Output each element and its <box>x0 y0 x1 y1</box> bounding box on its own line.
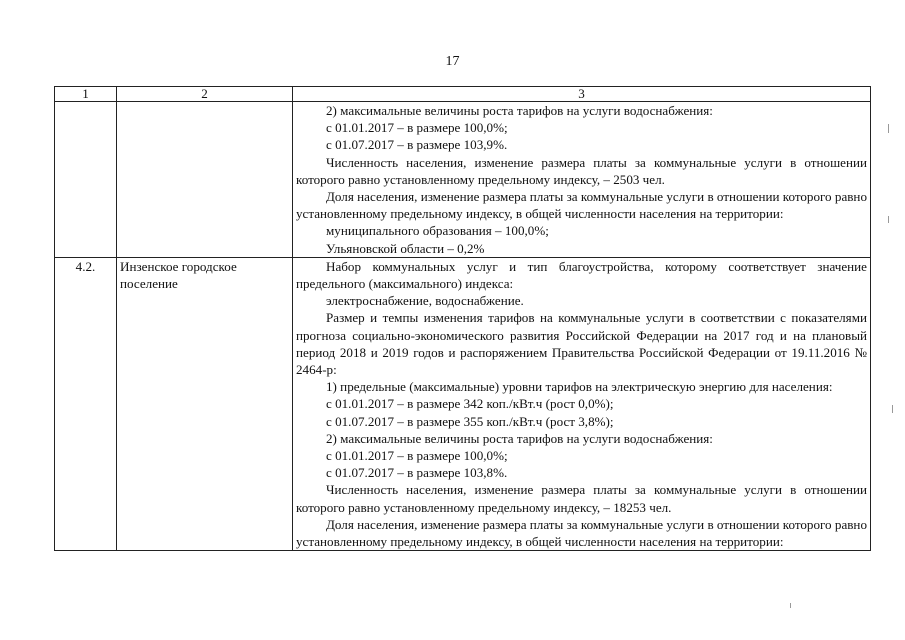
scan-mark <box>892 405 893 413</box>
scan-mark <box>888 124 889 133</box>
page-number: 17 <box>445 54 460 69</box>
paragraph: Доля населения, изменение размера платы за коммунальные услуги в отношении которого равно установленному предельному индексу, в общей численности населения на территории: <box>296 516 867 550</box>
column-header-3: 3 <box>293 87 871 102</box>
paragraph: с 01.07.2017 – в размере 355 коп./кВт.ч (рост 3,8%); <box>326 413 614 429</box>
territory-name-cell: Инзенское городское поселение <box>117 257 293 550</box>
paragraph: Ульяновской области – 0,2% <box>326 240 485 256</box>
paragraph: муниципального образования – 100,0%; <box>326 223 549 239</box>
description-cell <box>293 102 871 258</box>
paragraph: с 01.07.2017 – в размере 103,8%. <box>326 465 508 481</box>
paragraph: с 01.01.2017 – в размере 342 коп./кВт.ч (рост 0,0%); <box>326 396 614 412</box>
scan-mark <box>790 603 791 608</box>
paragraph: Набор коммунальных услуг и тип благоустройства, которому соответствует значение предельного (максимального) индекса: <box>296 258 867 292</box>
paragraph: 1) предельные (максимальные) уровни тарифов на электрическую энергию для населения: <box>326 379 833 395</box>
paragraph: Размер и темпы изменения тарифов на коммунальные услуги в соответствии с показателями прогноза социально-экономического развития Российской Федерации на 2017 год и на плановый период 2018 и 2019 годов и распоряжением Правительства Российской Федерации от 19.11.2016 № 2464-р: <box>296 310 867 378</box>
paragraph: с 01.01.2017 – в размере 100,0%; <box>326 448 508 464</box>
description-cell <box>293 257 871 550</box>
paragraph: с 01.01.2017 – в размере 100,0%; <box>326 120 508 136</box>
column-header-1: 1 <box>55 87 117 102</box>
territory-name-cell <box>117 102 293 258</box>
paragraph: 2) максимальные величины роста тарифов на услуги водоснабжения: <box>326 430 713 446</box>
paragraph: Численность населения, изменение размера платы за коммунальные услуги в отношении которого равно установленному предельному индексу, – 18253 чел. <box>296 482 867 515</box>
table-row <box>55 102 871 258</box>
column-header-2: 2 <box>117 87 293 102</box>
row-number-cell: 4.2. <box>55 257 117 550</box>
row-number-cell <box>55 102 117 258</box>
content-table <box>54 86 871 551</box>
scan-mark <box>888 216 889 223</box>
paragraph: электроснабжение, водоснабжение. <box>326 293 524 309</box>
table-header-row <box>55 87 871 102</box>
paragraph: Численность населения, изменение размера платы за коммунальные услуги в отношении которого равно установленному предельному индексу, – 2503 чел. <box>296 154 867 187</box>
paragraph: 2) максимальные величины роста тарифов на услуги водоснабжения: <box>326 103 713 118</box>
paragraph: Доля населения, изменение размера платы за коммунальные услуги в отношении которого равно установленному предельному индексу, в общей численности населения на территории: <box>296 189 867 222</box>
paragraph: с 01.07.2017 – в размере 103,9%. <box>326 137 508 153</box>
table-row <box>55 257 871 550</box>
